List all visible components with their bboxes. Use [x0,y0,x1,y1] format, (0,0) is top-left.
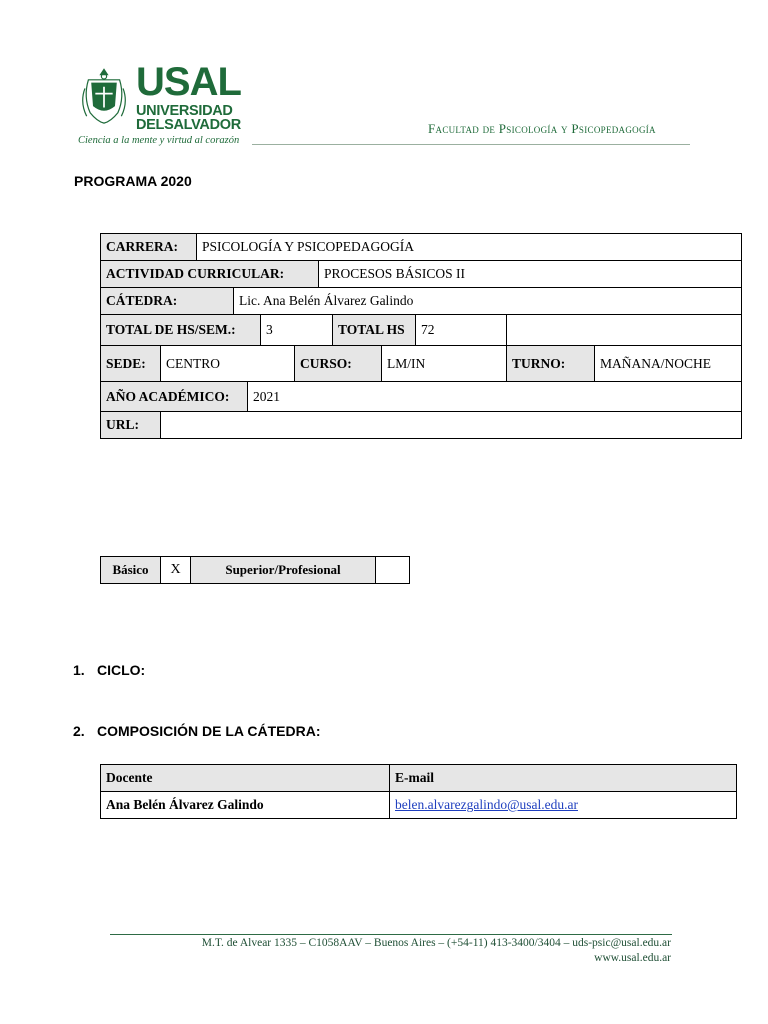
actividad-label: ACTIVIDAD CURRICULAR: [100,260,319,288]
sede-label: SEDE: [100,345,161,382]
section-1-number: 1. [73,662,85,678]
footer-address: M.T. de Alvear 1335 – C1058AAV – Buenos Aires – (+54-11) 413-3400/3404 – uds-psic@usal.edu.ar [201,937,671,949]
basico-label: Básico [100,556,161,584]
logo-motto: Ciencia a la mente y virtud al corazón [78,135,240,146]
program-title: PROGRAMA 2020 [74,173,192,189]
logo-name-line2: DELSALVADOR [136,117,241,133]
section-2-number: 2. [73,723,85,739]
carrera-label: CARRERA: [100,233,197,261]
faculty-name: Facultad de Psicología y Psicopedagogía [428,121,656,136]
header-divider [252,144,690,145]
curso-label: CURSO: [294,345,382,382]
carrera-value: PSICOLOGÍA Y PSICOPEDAGOGÍA [196,233,742,261]
footer-divider [110,934,672,935]
superior-label: Superior/Profesional [190,556,376,584]
section-2-title: COMPOSICIÓN DE LA CÁTEDRA: [97,723,321,739]
table-row-email-cell [389,791,737,819]
docente-name: Ana Belén Álvarez Galindo [100,791,390,819]
curso-value: LM/IN [381,345,507,382]
url-label: URL: [100,411,161,439]
logo-name-line1: UNIVERSIDAD [136,103,233,119]
hs-sem-label: TOTAL DE HS/SEM.: [100,314,261,346]
total-hs-value: 72 [415,314,507,346]
turno-label: TURNO: [506,345,595,382]
usal-crest-logo [78,66,130,130]
basico-mark: X [160,556,191,584]
catedra-value: Lic. Ana Belén Álvarez Galindo [233,287,742,315]
anio-label: AÑO ACADÉMICO: [100,381,248,412]
logo-acronym: USAL [136,60,241,104]
col-email-header: E-mail [389,764,737,792]
footer-website: www.usal.edu.ar [594,952,671,964]
docente-email-link[interactable]: belen.alvarezgalindo@usal.edu.ar [395,797,578,812]
sede-value: CENTRO [160,345,295,382]
col-docente-header: Docente [100,764,390,792]
hs-sem-value: 3 [260,314,333,346]
url-value [160,411,742,439]
total-hs-label: TOTAL HS [332,314,416,346]
anio-value: 2021 [247,381,742,412]
empty-cell [506,314,742,346]
actividad-value: PROCESOS BÁSICOS II [318,260,742,288]
section-1-title: CICLO: [97,662,146,678]
header [0,0,768,150]
superior-mark [375,556,410,584]
catedra-label: CÁTEDRA: [100,287,234,315]
turno-value: MAÑANA/NOCHE [594,345,742,382]
